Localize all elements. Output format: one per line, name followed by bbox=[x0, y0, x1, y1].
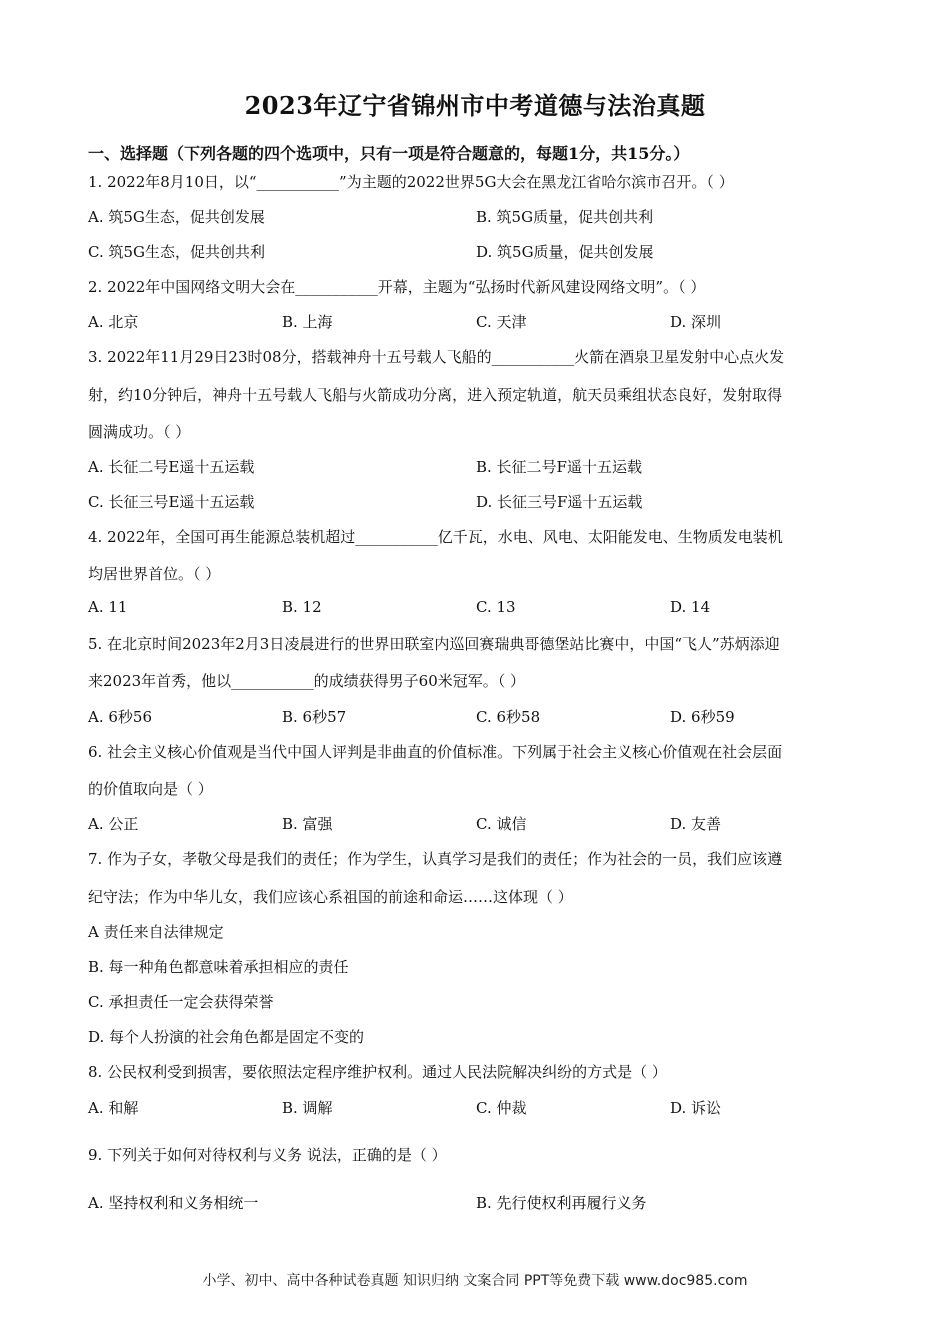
question-8-option-b: B. 调解 bbox=[282, 1099, 333, 1117]
question-4-option-d: D. 14 bbox=[670, 598, 711, 616]
question-8-option-d: D. 诉讼 bbox=[670, 1099, 722, 1117]
question-7-option-b: B. 每一种角色都意味着承担相应的责任 bbox=[88, 958, 349, 976]
question-4-option-a: A. 11 bbox=[88, 598, 128, 616]
question-2-option-b: B. 上海 bbox=[282, 313, 333, 331]
question-7-option-c: C. 承担责任一定会获得荣誉 bbox=[88, 993, 274, 1011]
question-3-option-a: A. 长征二号E遥十五运载 bbox=[88, 458, 255, 476]
question-8-option-a: A. 和解 bbox=[88, 1099, 139, 1117]
question-5-option-c: C. 6秒58 bbox=[476, 708, 541, 726]
question-2-stem: 2. 2022年中国网络文明大会在___________开幕，主题为“弘扬时代新风建设网络文明”。（ ） bbox=[88, 278, 706, 296]
question-6-option-b: B. 富强 bbox=[282, 815, 333, 833]
question-9-option-a: A. 坚持权利和义务相统一 bbox=[88, 1194, 259, 1212]
question-5-stem-line-2: 来2023年首秀，他以___________的成绩获得男子60米冠军。（ ） bbox=[88, 672, 526, 690]
question-4-option-c: C. 13 bbox=[476, 598, 516, 616]
question-6-stem-line-1: 6. 社会主义核心价值观是当代中国人评判是非曲直的价值标准。下列属于社会主义核心价值观在社会层面 bbox=[88, 743, 783, 761]
question-5-option-d: D. 6秒59 bbox=[670, 708, 735, 726]
question-1-option-d: D. 筑5G质量，促共创发展 bbox=[476, 243, 654, 261]
question-3-option-b: B. 长征二号F遥十五运载 bbox=[476, 458, 642, 476]
question-7-stem-line-2: 纪守法；作为中华儿女，我们应该心系祖国的前途和命运……这体现（ ） bbox=[88, 888, 573, 906]
page-title: 2023年辽宁省锦州市中考道德与法治真题 bbox=[244, 91, 706, 120]
question-7-option-d: D. 每个人扮演的社会角色都是固定不变的 bbox=[88, 1028, 365, 1046]
question-2-option-a: A. 北京 bbox=[88, 313, 139, 331]
page-footer: 小学、初中、高中各种试卷真题 知识归纳 文案合同 PPT等免费下载 www.doc985.com bbox=[202, 1273, 748, 1289]
question-3-stem-line-3: 圆满成功。（ ） bbox=[88, 423, 191, 441]
question-6-option-d: D. 友善 bbox=[670, 815, 722, 833]
question-9-stem: 9. 下列关于如何对待权利与义务 说法，正确的是（ ） bbox=[88, 1146, 447, 1164]
question-7-stem-line-1: 7. 作为子女，孝敬父母是我们的责任；作为学生，认真学习是我们的责任；作为社会的一员，我们应该遵 bbox=[88, 850, 783, 868]
question-4-stem-line-2: 均居世界首位。（ ） bbox=[88, 565, 221, 583]
question-1-stem: 1. 2022年8月10日，以“___________”为主题的2022世界5G大会在黑龙江省哈尔滨市召开。（ ） bbox=[88, 173, 734, 191]
question-9-option-b: B. 先行使权利再履行义务 bbox=[476, 1194, 647, 1212]
question-1-option-a: A. 筑5G生态，促共创发展 bbox=[88, 208, 265, 226]
question-3-option-d: D. 长征三号F遥十五运载 bbox=[476, 493, 643, 511]
question-1-option-c: C. 筑5G生态，促共创共利 bbox=[88, 243, 266, 261]
question-3-option-c: C. 长征三号E遥十五运载 bbox=[88, 493, 255, 511]
question-1-option-b: B. 筑5G质量，促共创共利 bbox=[476, 208, 654, 226]
question-2-option-c: C. 天津 bbox=[476, 313, 527, 331]
question-5-stem-line-1: 5. 在北京时间2023年2月3日凌晨进行的世界田联室内巡回赛瑞典哥德堡站比赛中，中国“飞人”苏炳添迎 bbox=[88, 635, 780, 653]
question-4-option-b: B. 12 bbox=[282, 598, 322, 616]
question-3-stem-line-2: 射，约10分钟后，神舟十五号载人飞船与火箭成功分离，进入预定轨道，航天员乘组状态良好，发射取得 bbox=[88, 386, 783, 404]
question-5-option-a: A. 6秒56 bbox=[88, 708, 152, 726]
question-7-option-a: A 责任来自法律规定 bbox=[88, 923, 224, 941]
question-8-option-c: C. 仲裁 bbox=[476, 1099, 527, 1117]
question-2-option-d: D. 深圳 bbox=[670, 313, 722, 331]
question-4-stem-line-1: 4. 2022年，全国可再生能源总装机超过___________亿千瓦，水电、风电、太阳能发电、生物质发电装机 bbox=[88, 528, 783, 546]
question-6-stem-line-2: 的价值取向是（ ） bbox=[88, 780, 213, 798]
question-6-option-c: C. 诚信 bbox=[476, 815, 527, 833]
question-6-option-a: A. 公正 bbox=[88, 815, 139, 833]
question-8-stem: 8. 公民权利受到损害，要依照法定程序维护权利。通过人民法院解决纠纷的方式是（ ） bbox=[88, 1063, 667, 1081]
question-5-option-b: B. 6秒57 bbox=[282, 708, 347, 726]
question-3-stem-line-1: 3. 2022年11月29日23时08分，搭载神舟十五号载人飞船的___________火箭在酒泉卫星发射中心点火发 bbox=[88, 348, 785, 366]
section-heading: 一、选择题（下列各题的四个选项中，只有一项是符合题意的，每题1分，共15分。） bbox=[88, 144, 690, 163]
